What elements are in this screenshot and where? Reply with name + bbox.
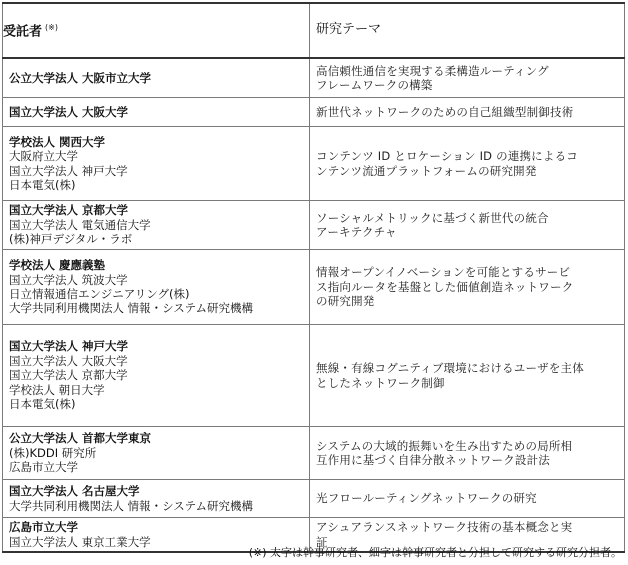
partner-organization: 学校法人 朝日大学	[9, 382, 105, 397]
table-row	[3, 98, 625, 127]
organizations-cell	[3, 98, 310, 127]
table-row	[3, 427, 625, 480]
lead-organization: 公立大学法人 首都大学東京	[9, 431, 152, 446]
theme-line: ンテンツ流通プラットフォームの研究開発	[316, 163, 537, 178]
partner-organization: 国立大学法人 神戸大学	[9, 163, 128, 178]
partner-organization: (株)神戸デジタル・ラボ	[9, 232, 133, 247]
lead-organization: 学校法人 慶應義塾	[9, 258, 106, 273]
lead-organization: 広島市立大学	[9, 520, 78, 535]
theme-cell	[310, 98, 625, 127]
theme-line: の研究開発	[316, 294, 375, 309]
organizations-cell	[3, 325, 310, 427]
theme-line: コンテンツ ID とロケーション ID の連携によるコ	[316, 149, 578, 164]
lead-organization: 公立大学法人 大阪市立大学	[9, 70, 152, 85]
lead-organization: 国立大学法人 名古屋大学	[9, 484, 140, 499]
table-row	[3, 201, 625, 250]
table-row	[3, 325, 625, 427]
research-table	[2, 2, 625, 553]
partner-organization: 国立大学法人 京都大学	[9, 368, 128, 383]
table-row	[3, 58, 625, 98]
organizations-cell	[3, 250, 310, 325]
partner-organization: 日本電気(株)	[9, 177, 76, 192]
header-organization-label: 受託者	[3, 24, 43, 40]
organizations-cell	[3, 427, 310, 480]
partner-organization: 広島市立大学	[9, 460, 78, 475]
theme-line: ス指向ルータを基盤とした価値創造ネットワーク	[316, 279, 574, 294]
theme-cell	[310, 427, 625, 480]
lead-organization: 学校法人 関西大学	[9, 134, 106, 149]
theme-line: 証	[316, 534, 328, 549]
theme-line: 互作用に基づく自律分散ネットワーク設計法	[316, 453, 550, 467]
header-row	[3, 3, 625, 58]
theme-cell	[310, 325, 625, 427]
theme-line: ソーシャルメトリックに基づく新世代の統合	[316, 210, 549, 225]
header-organization	[3, 3, 310, 58]
theme-cell	[310, 250, 625, 325]
lead-organization: 国立大学法人 大阪大学	[9, 104, 129, 119]
partner-organization: 国立大学法人 電気通信大学	[9, 217, 151, 232]
partner-organization: 大学共同利用機関法人 情報・システム研究機構	[9, 498, 254, 513]
lead-organization: 国立大学法人 神戸大学	[9, 339, 129, 354]
theme-line: 新世代ネットワークのための自己組織型制御技術	[316, 104, 574, 119]
lead-organization: 国立大学法人 京都大学	[9, 203, 129, 218]
partner-organization: 国立大学法人 大阪大学	[9, 353, 128, 368]
partner-organization: 大阪府立大学	[9, 149, 78, 164]
organizations-cell	[3, 127, 310, 201]
theme-line: アーキテクチャ	[316, 225, 397, 239]
partner-organization: 国立大学法人 筑波大学	[9, 272, 128, 287]
theme-cell	[310, 480, 625, 518]
theme-line: システムの大域的振舞いを生み出すための局所相	[316, 438, 573, 453]
table-row	[3, 250, 625, 325]
header-theme: 研究テーマ	[310, 3, 625, 58]
partner-organization: (株)KDDI 研究所	[9, 445, 97, 460]
table-row	[3, 480, 625, 518]
table-row	[3, 127, 625, 201]
theme-line: フレームワークの構築	[316, 78, 433, 92]
theme-line: 高信頼性通信を実現する柔構造ルーティング	[316, 63, 549, 78]
partner-organization: 日本電気(株)	[9, 397, 76, 412]
partner-organization: 大学共同利用機関法人 情報・システム研究機構	[9, 301, 254, 316]
footnote: (※) 太字は幹事研究者、細字は幹事研究者と分担して研究する研究分担者。	[248, 546, 622, 559]
organizations-cell	[3, 58, 310, 98]
organizations-cell	[3, 201, 310, 250]
theme-line: 無線・有線コグニティブ環境におけるユーザを主体	[316, 361, 584, 376]
partner-organization: 日立情報通信エンジニアリング(株)	[9, 287, 190, 301]
theme-cell	[310, 127, 625, 201]
organizations-cell	[3, 480, 310, 518]
header-organization-note: (※)	[45, 23, 58, 33]
theme-line: としたネットワーク制御	[316, 375, 445, 390]
theme-line: 情報オープンイノベーションを可能とするサービ	[316, 265, 571, 280]
theme-line: 光フロールーティングネットワークの研究	[316, 491, 537, 506]
theme-cell	[310, 201, 625, 250]
theme-cell	[310, 58, 625, 98]
partner-organization: 国立大学法人 東京工業大学	[9, 534, 151, 549]
theme-line: アシュアランスネットワーク技術の基本概念と実	[316, 520, 573, 535]
